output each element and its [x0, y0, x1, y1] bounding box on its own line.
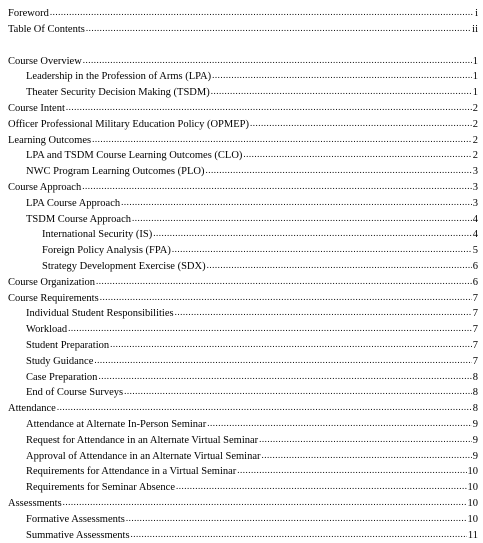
toc-entry-individual-student-responsibilities[interactable]	[8, 306, 478, 322]
dot-leader	[110, 337, 472, 353]
dot-leader	[68, 321, 472, 337]
toc-entry-title: Learning Outcomes	[8, 133, 91, 149]
toc-entry-title: Student Preparation	[26, 338, 109, 354]
toc-entry-title: International Security (IS)	[42, 227, 152, 243]
toc-entry-page: 7	[473, 291, 478, 307]
toc-entry-tsdm-course-approach[interactable]	[8, 212, 478, 228]
toc-entry-plo[interactable]	[8, 164, 478, 180]
table-of-contents	[8, 6, 478, 543]
toc-entry-page: 9	[473, 417, 478, 433]
toc-entry-page: 10	[468, 464, 479, 480]
dot-leader	[92, 132, 472, 148]
toc-entry-page: 10	[468, 512, 479, 528]
dot-leader	[207, 258, 472, 274]
dot-leader	[66, 100, 472, 116]
toc-entry-requirements-virtual-seminar[interactable]	[8, 464, 478, 480]
toc-entry-title: Strategy Development Exercise (SDX)	[42, 259, 206, 275]
toc-entry-course-requirements[interactable]	[8, 291, 478, 307]
toc-entry-page: 4	[473, 212, 478, 228]
toc-entry-title: Requirements for Seminar Absence	[26, 480, 175, 496]
dot-leader	[83, 53, 472, 69]
toc-entry-page: 3	[473, 164, 478, 180]
toc-entry-title: Course Approach	[8, 180, 81, 196]
toc-entry-page: 9	[473, 449, 478, 465]
toc-entry-page: 1	[473, 85, 478, 101]
toc-entry-page: 5	[473, 243, 478, 259]
dot-leader	[250, 116, 472, 132]
toc-entry-title: Course Requirements	[8, 291, 99, 307]
toc-entry-title: End of Course Surveys	[26, 385, 123, 401]
dot-leader	[94, 353, 471, 369]
dot-leader	[261, 448, 471, 464]
toc-entry-title: TSDM Course Approach	[26, 212, 131, 228]
toc-entry-formative-assessments[interactable]	[8, 512, 478, 528]
dot-leader	[63, 495, 467, 511]
toc-entry-lpa-course-approach[interactable]	[8, 196, 478, 212]
toc-entry-page: 11	[468, 528, 478, 543]
toc-entry-title: Formative Assessments	[26, 512, 125, 528]
toc-entry-title: Foreword	[8, 6, 49, 22]
toc-entry-title: Table Of Contents	[8, 22, 85, 38]
toc-entry-international-security[interactable]	[8, 227, 478, 243]
toc-entry-approval-alternate-virtual-seminar[interactable]	[8, 449, 478, 465]
toc-entry-page: 2	[473, 117, 478, 133]
dot-leader	[126, 511, 467, 527]
toc-entry-title: Course Overview	[8, 54, 82, 70]
dot-leader	[100, 290, 472, 306]
toc-entry-page: 6	[473, 259, 478, 275]
toc-entry-title: LPA Course Approach	[26, 196, 120, 212]
toc-entry-case-preparation[interactable]	[8, 370, 478, 386]
toc-entry-page: 7	[473, 322, 478, 338]
toc-entry-title: LPA and TSDM Course Learning Outcomes (CLO)	[26, 148, 242, 164]
dot-leader	[207, 416, 472, 432]
toc-entry-workload[interactable]	[8, 322, 478, 338]
toc-entry-study-guidance[interactable]	[8, 354, 478, 370]
toc-entry-title: Attendance	[8, 401, 56, 417]
toc-entry-table-of-contents[interactable]	[8, 22, 478, 38]
toc-entry-page: 2	[473, 133, 478, 149]
toc-entry-foreign-policy-analysis[interactable]	[8, 243, 478, 259]
dot-leader	[205, 163, 471, 179]
dot-leader	[124, 384, 472, 400]
toc-entry-page: 7	[473, 354, 478, 370]
dot-leader	[175, 305, 472, 321]
toc-entry-page: 7	[473, 338, 478, 354]
toc-entry-title: Course Intent	[8, 101, 65, 117]
toc-entry-title: Requirements for Attendance in a Virtual Seminar	[26, 464, 236, 480]
toc-entry-page: 2	[473, 148, 478, 164]
toc-entry-course-overview[interactable]	[8, 54, 478, 70]
toc-entry-opmep[interactable]	[8, 117, 478, 133]
toc-entry-strategy-development-exercise[interactable]	[8, 259, 478, 275]
dot-leader	[50, 5, 474, 21]
toc-entry-clo[interactable]	[8, 148, 478, 164]
toc-entry-page: 8	[473, 370, 478, 386]
toc-entry-requirements-seminar-absence[interactable]	[8, 480, 478, 496]
toc-entry-page: 8	[473, 401, 478, 417]
toc-entry-page: 10	[468, 480, 479, 496]
toc-entry-title: Study Guidance	[26, 354, 93, 370]
toc-entry-page: 6	[473, 275, 478, 291]
toc-entry-title: NWC Program Learning Outcomes (PLO)	[26, 164, 204, 180]
toc-entry-student-preparation[interactable]	[8, 338, 478, 354]
toc-entry-page: 1	[473, 54, 478, 70]
toc-entry-page: 8	[473, 385, 478, 401]
toc-entry-title: Assessments	[8, 496, 62, 512]
dot-leader	[153, 226, 472, 242]
toc-entry-title: Foreign Policy Analysis (FPA)	[42, 243, 171, 259]
dot-leader	[98, 369, 471, 385]
dot-leader	[211, 84, 472, 100]
toc-entry-page: 2	[473, 101, 478, 117]
toc-entry-title: Leadership in the Profession of Arms (LPA)	[26, 69, 211, 85]
toc-entry-assessments[interactable]	[8, 496, 478, 512]
toc-entry-title: Workload	[26, 322, 67, 338]
dot-leader	[121, 195, 472, 211]
dot-leader	[259, 432, 472, 448]
dot-leader	[172, 242, 472, 258]
dot-leader	[132, 211, 472, 227]
toc-entry-title: Summative Assessments	[26, 528, 130, 543]
toc-entry-tsdm[interactable]	[8, 85, 478, 101]
toc-entry-page: 7	[473, 306, 478, 322]
toc-entry-title: Attendance at Alternate In-Person Seminar	[26, 417, 206, 433]
toc-entry-foreword[interactable]	[8, 6, 478, 22]
toc-entry-summative-assessments[interactable]	[8, 528, 478, 543]
toc-entry-page: ii	[472, 22, 478, 38]
toc-entry-title: Approval of Attendance in an Alternate Virtual Seminar	[26, 449, 260, 465]
toc-entry-page: 1	[473, 69, 478, 85]
dot-leader	[212, 68, 472, 84]
toc-entry-title: Officer Professional Military Education Policy (OPMEP)	[8, 117, 249, 133]
toc-entry-page: 9	[473, 433, 478, 449]
toc-entry-title: Theater Security Decision Making (TSDM)	[26, 85, 210, 101]
dot-leader	[96, 274, 472, 290]
toc-entry-course-organization[interactable]	[8, 275, 478, 291]
toc-entry-title: Request for Attendance in an Alternate Virtual Seminar	[26, 433, 258, 449]
toc-entry-end-of-course-surveys[interactable]	[8, 385, 478, 401]
toc-entry-page: 10	[468, 496, 479, 512]
toc-entry-alternate-in-person-seminar[interactable]	[8, 417, 478, 433]
toc-entry-attendance[interactable]	[8, 401, 478, 417]
toc-entry-page: i	[475, 6, 478, 22]
dot-leader	[57, 400, 472, 416]
toc-entry-title: Individual Student Responsibilities	[26, 306, 174, 322]
dot-leader	[82, 179, 472, 195]
toc-entry-title: Course Organization	[8, 275, 95, 291]
dot-leader	[176, 479, 467, 495]
toc-entry-course-approach[interactable]	[8, 180, 478, 196]
toc-entry-course-intent[interactable]	[8, 101, 478, 117]
toc-entry-lpa[interactable]	[8, 69, 478, 85]
toc-entry-title: Case Preparation	[26, 370, 97, 386]
toc-entry-request-alternate-virtual-seminar[interactable]	[8, 433, 478, 449]
toc-entry-page: 4	[473, 227, 478, 243]
dot-leader	[86, 21, 471, 37]
toc-entry-page: 3	[473, 180, 478, 196]
toc-entry-learning-outcomes[interactable]	[8, 133, 478, 149]
dot-leader	[237, 463, 466, 479]
dot-leader	[243, 147, 471, 163]
toc-entry-page: 3	[473, 196, 478, 212]
